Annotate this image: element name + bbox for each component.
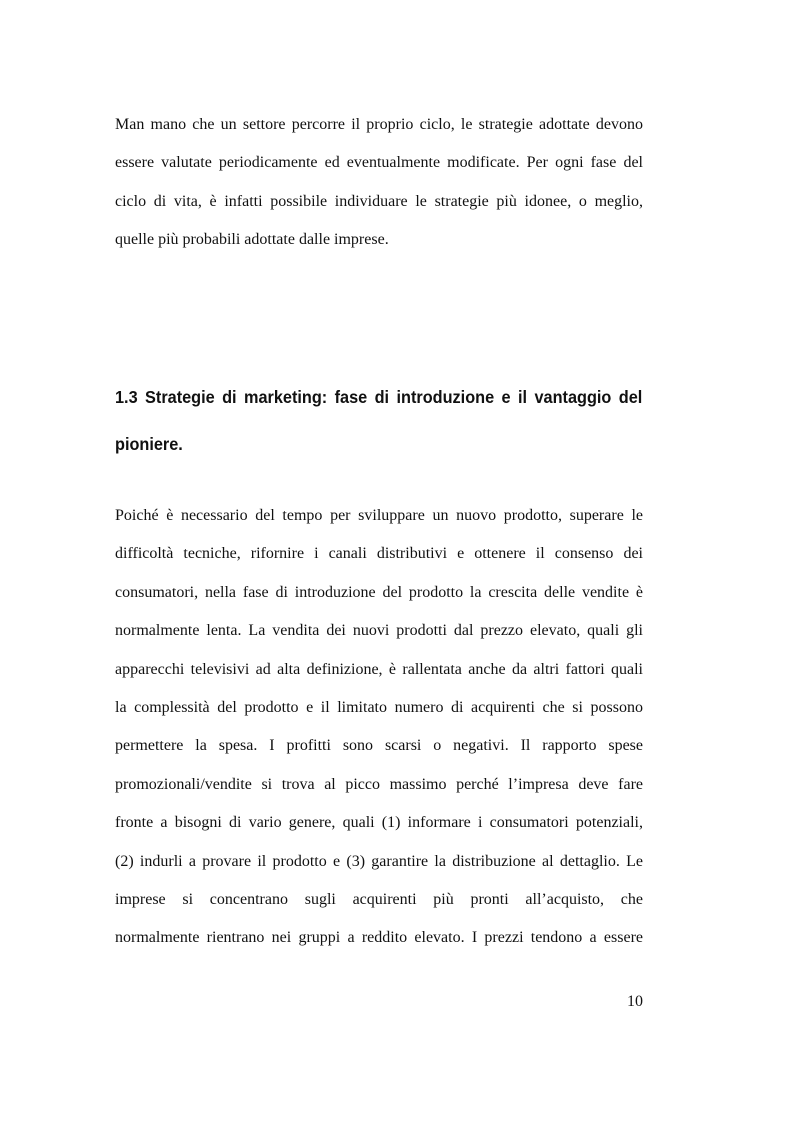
- text-line: Poiché è necessario del tempo per sviluppare un nuovo prodotto, superare le: [115, 507, 643, 524]
- text-line: apparecchi televisivi ad alta definizione, è rallentata anche da altri fattori quali: [115, 660, 643, 678]
- text-line: fronte a bisogni di vario genere, quali (1) informare i consumatori potenziali,: [115, 814, 643, 832]
- text-line: essere valutate periodicamente ed eventualmente modificate. Per ogni fase del: [115, 154, 643, 172]
- text-line: consumatori, nella fase di introduzione del prodotto la crescita delle vendite è: [115, 583, 643, 601]
- text-line: difficoltà tecniche, rifornire i canali distributivi e ottenere il consenso dei: [115, 545, 643, 563]
- body-paragraph: [115, 497, 643, 958]
- text-line: quelle più probabili adottate dalle imprese.: [115, 231, 389, 249]
- text-line: normalmente lenta. La vendita dei nuovi prodotti dal prezzo elevato, quali gli: [115, 622, 643, 640]
- text-line: Man mano che un settore percorre il proprio ciclo, le strategie adottate devono: [115, 116, 643, 133]
- text-line: permettere la spesa. I profitti sono scarsi o negativi. Il rapporto spese: [115, 737, 643, 755]
- page-number: 10: [627, 993, 643, 1010]
- text-line: (2) indurli a provare il prodotto e (3) garantire la distribuzione al dettaglio. Le: [115, 852, 643, 870]
- section-heading: [115, 374, 643, 468]
- text-line: la complessità del prodotto e il limitato numero di acquirenti che si possono: [115, 698, 643, 716]
- text-line: promozionali/vendite si trova al picco massimo perché l’impresa deve fare: [115, 775, 643, 793]
- text-line: ciclo di vita, è infatti possibile individuare le strategie più idonee, o meglio,: [115, 192, 643, 210]
- intro-paragraph: [115, 106, 643, 260]
- text-line: imprese si concentrano sugli acquirenti più pronti all’acquisto, che: [115, 890, 643, 908]
- heading-line: pioniere.: [115, 434, 183, 454]
- text-line: normalmente rientrano nei gruppi a reddito elevato. I prezzi tendono a essere: [115, 929, 643, 947]
- heading-line: 1.3 Strategie di marketing: fase di introduzione e il vantaggio del: [115, 387, 643, 407]
